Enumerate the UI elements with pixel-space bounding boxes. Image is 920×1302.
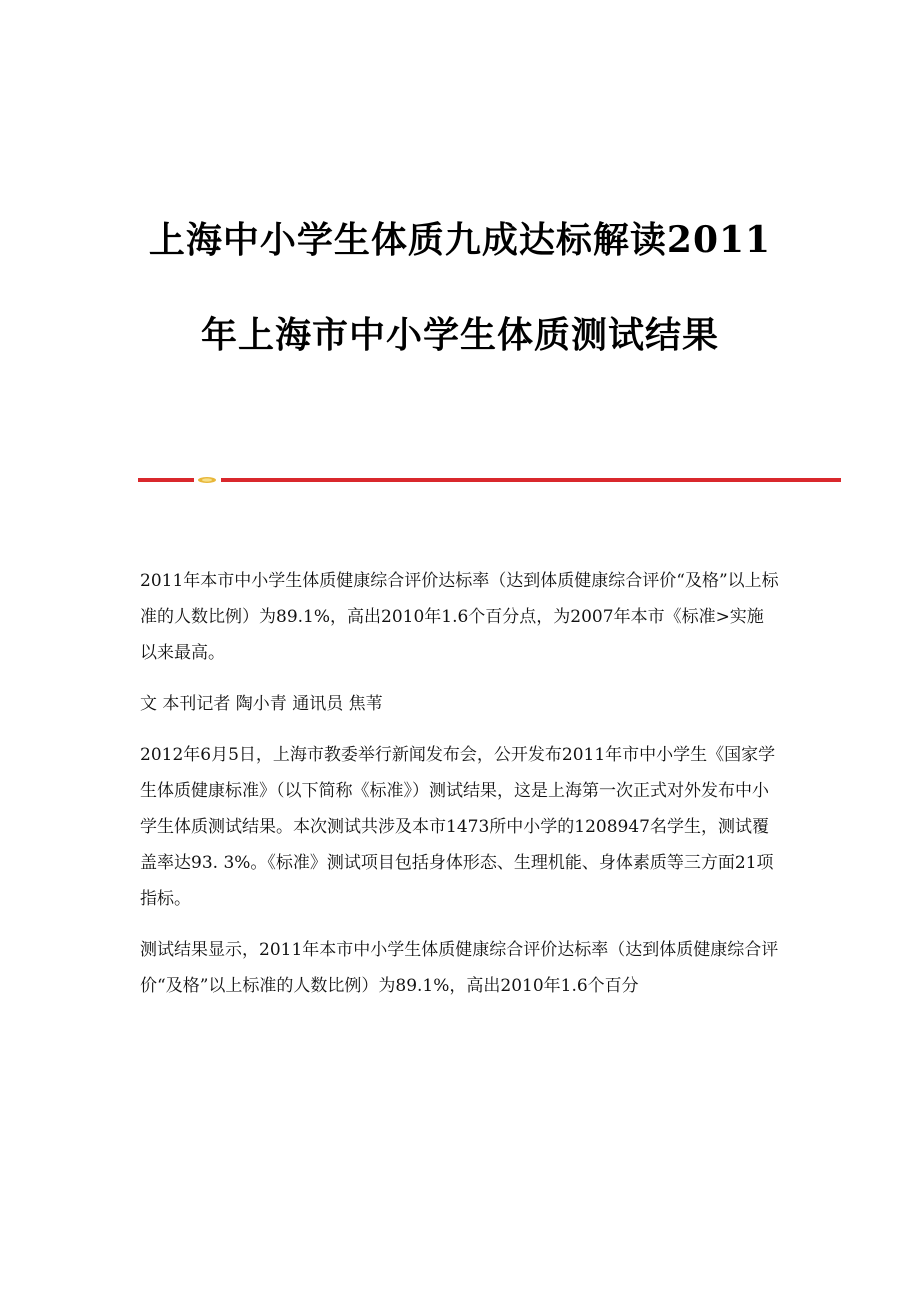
divider-bar-right bbox=[221, 478, 841, 482]
document-title-line-2: 年上海市中小学生体质测试结果 bbox=[200, 314, 719, 356]
body-paragraph: 测试结果显示，2011年本市中小学生体质健康综合评价达标率（达到体质健康综合评价“及格”以上标准的人数比例）为89.1%，高出2010年1.6个百分 bbox=[140, 940, 779, 996]
article-body bbox=[140, 563, 780, 1019]
document-title-line-1: 上海中小学生体质九成达标解读2011 bbox=[148, 219, 772, 261]
divider-ornament-icon bbox=[196, 476, 218, 484]
byline: 文 本刊记者 陶小青 通讯员 焦苇 bbox=[140, 694, 383, 714]
body-paragraph: 2012年6月5日，上海市教委举行新闻发布会，公开发布2011年市中小学生《国家学生体质健康标准》（以下简称《标准》）测试结果，这是上海第一次正式对外发布中小学生体质测试结果。本次测试共涉及本市1473所中小学的1208947名学生，测试覆盖率达93. 3%。《标准》测试项目包括身体形态、生理机能、身体素质等三方面21项指标。 bbox=[140, 745, 776, 909]
title-divider bbox=[138, 476, 841, 484]
divider-bar-left bbox=[138, 478, 194, 482]
lead-paragraph: 2011年本市中小学生体质健康综合评价达标率（达到体质健康综合评价“及格”以上标准的人数比例）为89.1%，高出2010年1.6个百分点，为2007年本市《标准>实施以来最高。 bbox=[140, 571, 779, 663]
